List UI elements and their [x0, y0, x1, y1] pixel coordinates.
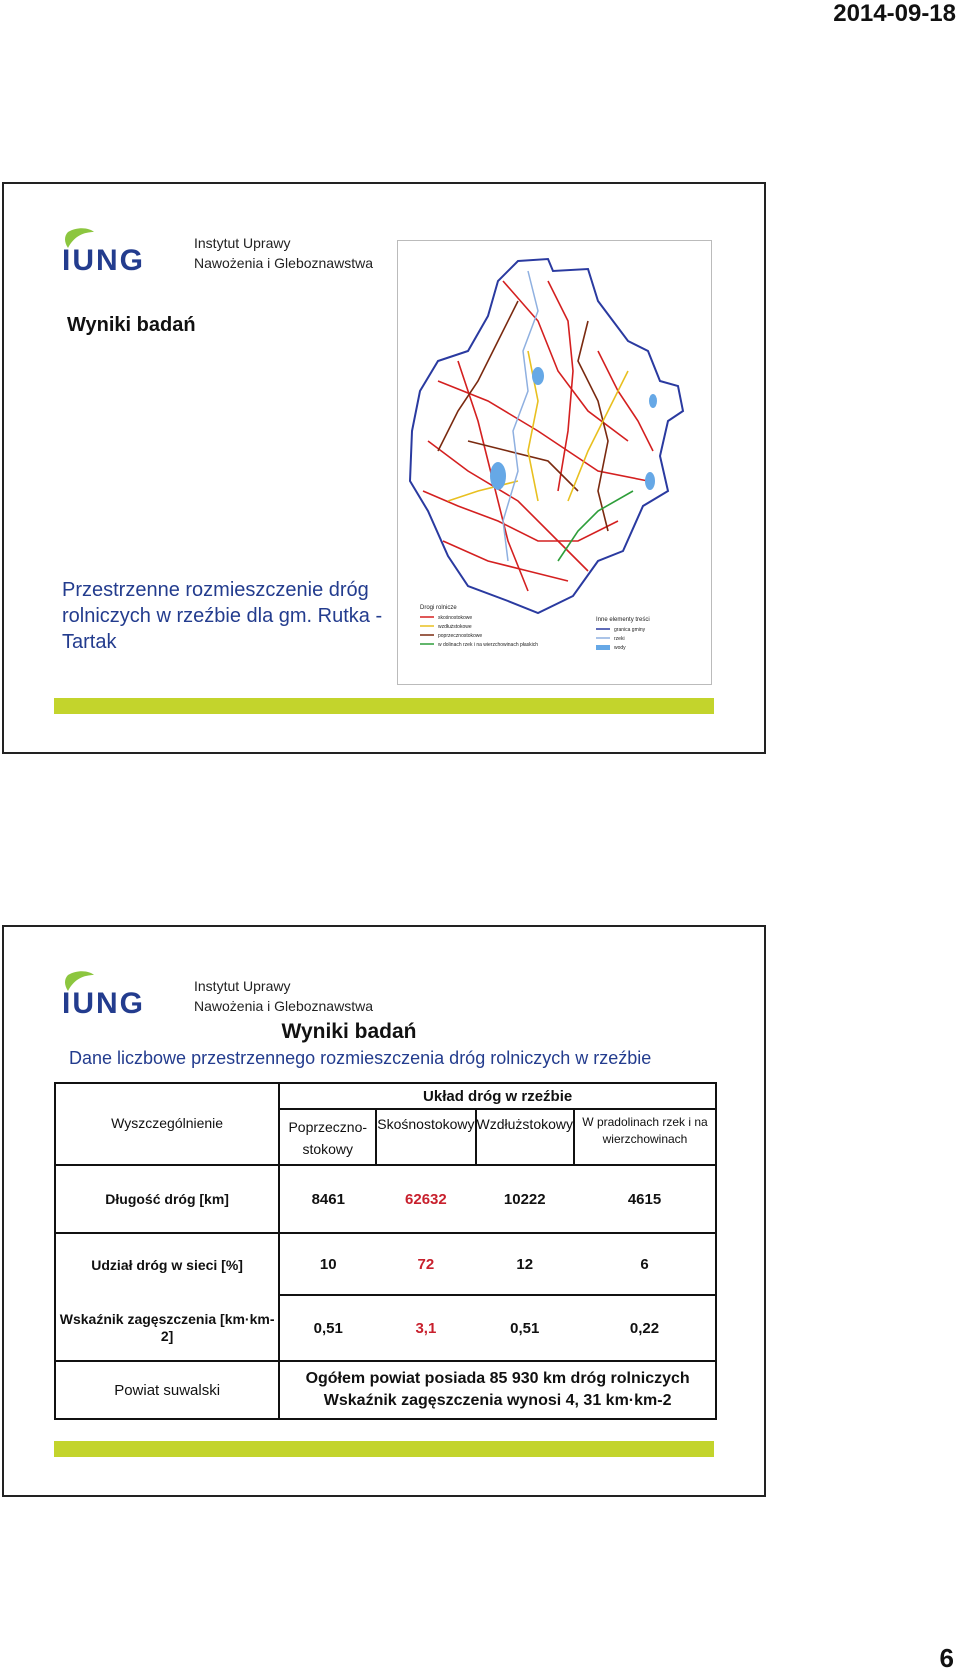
- logo-line1: Instytut Uprawy: [194, 978, 291, 994]
- slide2-title: Wyniki badań: [281, 1020, 417, 1043]
- row-label: Wskaźnik zagęszczenia [km·km-2]: [55, 1295, 279, 1361]
- legend-road-label: skośnostokowe: [438, 615, 473, 621]
- col-header-valleys: W pradolinach rzek i na wierzchowinach: [574, 1109, 716, 1165]
- logo-line1: Instytut Uprawy: [194, 235, 291, 251]
- slide1-caption: Przestrzenne rozmieszczenie dróg rolniczych w rzeźbie dla gm. Rutka - Tartak: [62, 579, 383, 653]
- legend-other-label: rzeki: [614, 636, 625, 642]
- lake: [649, 394, 657, 408]
- lake: [532, 367, 544, 385]
- row-label: Długość dróg [km]: [55, 1165, 279, 1233]
- slide-map: [2, 182, 766, 754]
- table-row: [55, 1233, 716, 1295]
- footer-label: Powiat suwalski: [55, 1361, 279, 1419]
- map-canvas: [398, 241, 711, 684]
- footer-summary-line1: Ogółem powiat posiada 85 930 km dróg rolniczych: [305, 1370, 690, 1387]
- logo-mark: IUNG: [62, 987, 145, 1017]
- slide2-subtitle: Dane liczbowe przestrzennego rozmieszczenia dróg rolniczych w rzeźbie: [69, 1048, 652, 1068]
- lake: [645, 472, 655, 490]
- footer-bar: [54, 698, 714, 714]
- table-corner: [55, 1083, 279, 1109]
- cell-value: 62632: [376, 1165, 475, 1233]
- legend-other: [596, 627, 646, 651]
- document-date: 2014-09-18: [833, 0, 956, 27]
- cell-value: 0,51: [476, 1295, 574, 1361]
- cell-value: 6: [574, 1233, 716, 1295]
- table-row: [55, 1295, 716, 1361]
- page-number: 6: [939, 1643, 954, 1673]
- legend-road-label: wzdłużstokowe: [438, 624, 472, 630]
- logo-line2: Nawożenia i Gleboznawstwa: [194, 255, 373, 271]
- col-header-oblique: Skośnostokowy: [376, 1109, 475, 1165]
- legend-other-swatch: [596, 645, 610, 650]
- cell-value: 12: [476, 1233, 574, 1295]
- legend-roads: [420, 615, 538, 648]
- legend-road-label: w dolinach rzek i na wierzchowinach płaskich: [438, 642, 539, 648]
- footer-bar: [54, 1441, 714, 1457]
- slide1-heading: Wyniki badań: [67, 314, 196, 336]
- table-row: [55, 1165, 716, 1233]
- cell-value: 0,51: [279, 1295, 376, 1361]
- cell-value: 10: [279, 1233, 376, 1295]
- cell-value: 3,1: [376, 1295, 475, 1361]
- cell-value: 0,22: [574, 1295, 716, 1361]
- legend-other-label: granica gminy: [614, 627, 646, 633]
- roads-table: [54, 1082, 717, 1420]
- roads-map: [397, 240, 712, 685]
- lake: [490, 462, 506, 490]
- logo-line2: Nawożenia i Gleboznawstwa: [194, 998, 373, 1014]
- group-header: Układ dróg w rzeźbie: [279, 1083, 716, 1109]
- footer-summary-line2: Wskaźnik zagęszczenia wynosi 4, 31 km·km-2: [323, 1392, 672, 1409]
- col-header-label: Wyszczególnienie: [55, 1109, 279, 1165]
- legend-title-roads: Drogi rolnicze: [420, 605, 457, 611]
- legend-other-label: wody: [614, 645, 626, 651]
- table-footer-row: [55, 1361, 716, 1419]
- legend-road-label: poprzecznostokowe: [438, 633, 483, 639]
- logo-mark: IUNG: [62, 244, 145, 274]
- cell-value: 72: [376, 1233, 475, 1295]
- iung-logo: [54, 969, 384, 1017]
- cell-value: 10222: [476, 1165, 574, 1233]
- col-header-transverse: Poprzeczno-stokowy: [279, 1109, 376, 1165]
- footer-summary: [279, 1361, 716, 1419]
- slide-table: [2, 925, 766, 1497]
- cell-value: 4615: [574, 1165, 716, 1233]
- col-header-longitudinal: Wzdłużstokowy: [476, 1109, 574, 1165]
- cell-value: 8461: [279, 1165, 376, 1233]
- row-label: Udział dróg w sieci [%]: [55, 1233, 279, 1295]
- legend-title-other: Inne elementy treści: [596, 617, 650, 623]
- iung-logo: [54, 226, 384, 274]
